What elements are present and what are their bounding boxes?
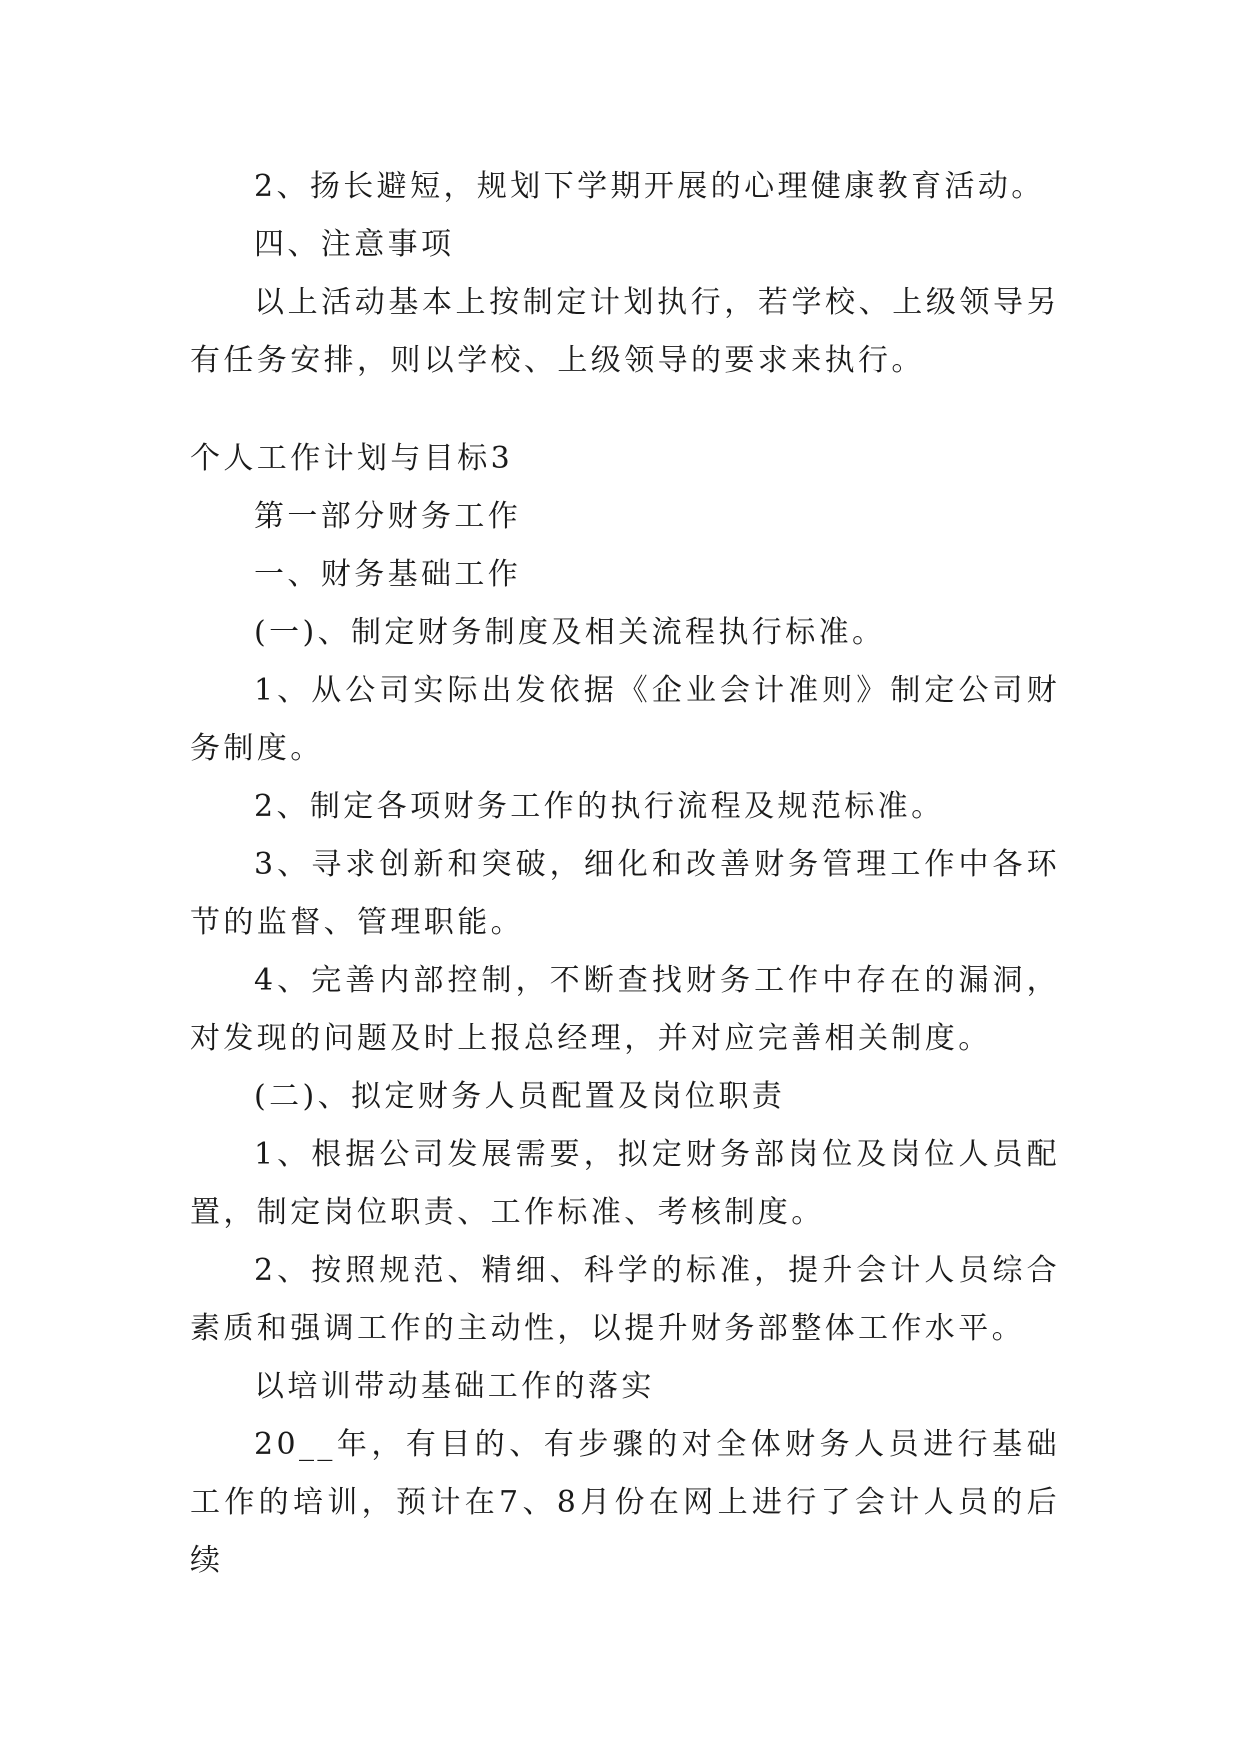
- paragraph: 4、完善内部控制，不断查找财务工作中存在的漏洞，对发现的问题及时上报总经理，并对应完善相关制度。: [190, 963, 1060, 1056]
- subsection-heading: (一)、制定财务制度及相关流程执行标准。: [254, 615, 886, 650]
- subsection-heading: 以培训带动基础工作的落实: [254, 1369, 655, 1404]
- paragraph: 以上活动基本上按制定计划执行，若学校、上级领导另有任务安排，则以学校、上级领导的要求来执行。: [190, 285, 1060, 378]
- part-heading: 第一部分财务工作: [254, 499, 522, 534]
- paragraph: 2、制定各项财务工作的执行流程及规范标准。: [254, 789, 945, 824]
- document-body: [190, 158, 1060, 1590]
- paragraph: 2、按照规范、精细、科学的标准，提升会计人员综合素质和强调工作的主动性，以提升财务部整体工作水平。: [190, 1253, 1060, 1346]
- paragraph: 3、寻求创新和突破，细化和改善财务管理工作中各环节的监督、管理职能。: [190, 847, 1060, 940]
- paragraph: 1、根据公司发展需要，拟定财务部岗位及岗位人员配置，制定岗位职责、工作标准、考核制度。: [190, 1137, 1060, 1230]
- section-title: 个人工作计划与目标3: [190, 441, 514, 476]
- paragraph: 20__年，有目的、有步骤的对全体财务人员进行基础工作的培训，预计在7、8月份在网上进行了会计人员的后续: [190, 1427, 1060, 1578]
- section-heading: 四、注意事项: [254, 227, 455, 262]
- paragraph: 2、扬长避短，规划下学期开展的心理健康教育活动。: [254, 169, 1045, 204]
- section-heading: 一、财务基础工作: [254, 557, 522, 592]
- subsection-heading: (二)、拟定财务人员配置及岗位职责: [254, 1079, 786, 1114]
- paragraph: 1、从公司实际出发依据《企业会计准则》制定公司财务制度。: [190, 673, 1060, 766]
